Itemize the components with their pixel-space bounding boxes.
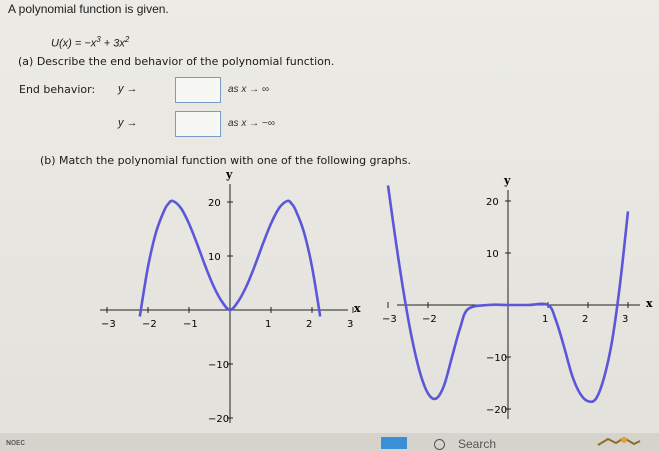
x-tick-label-1: 1 bbox=[265, 319, 272, 330]
x-tick-label-2: −2 bbox=[422, 314, 437, 325]
question-intro: A polynomial function is given. bbox=[8, 2, 169, 16]
y-tick-label-1: 20 bbox=[208, 198, 221, 209]
weather-widget-icon[interactable] bbox=[594, 435, 644, 449]
x-tick-label-1: −1 bbox=[183, 319, 198, 330]
x-tick-label-1: 3 bbox=[347, 319, 354, 330]
y-axis-label-2: y bbox=[504, 174, 511, 187]
answer-box-positive-infinity[interactable] bbox=[175, 77, 221, 103]
y-tick-label-2: −20 bbox=[486, 405, 508, 416]
exponent-3: 3 bbox=[96, 35, 101, 44]
taskview-icon[interactable] bbox=[381, 437, 407, 449]
taskbar-search[interactable] bbox=[418, 434, 568, 451]
graph-option-1[interactable] bbox=[96, 164, 366, 429]
graph-option-2[interactable] bbox=[382, 170, 658, 425]
y-tick-label-2: 10 bbox=[486, 249, 499, 260]
function-term-1: −x bbox=[84, 37, 97, 50]
x-tick-label-1: −3 bbox=[101, 319, 116, 330]
search-icon bbox=[434, 439, 445, 450]
function-term-2: + 3x bbox=[100, 37, 125, 50]
y-tick-label-1: 10 bbox=[208, 252, 221, 263]
x-tick-label-2: −3 bbox=[382, 314, 397, 325]
y-tick-label-2: 20 bbox=[486, 197, 499, 208]
x-tick-label-1: 2 bbox=[306, 319, 313, 330]
taskbar-left-text: ɴᴏᴇᴄ bbox=[6, 437, 25, 447]
y-tick-label-1: −10 bbox=[208, 360, 230, 371]
x-tick-label-2: 3 bbox=[622, 314, 629, 325]
function-equation bbox=[51, 35, 129, 50]
x-axis-label-1: x bbox=[354, 302, 361, 315]
part-a-prompt: (a) Describe the end behavior of the polynomial function. bbox=[18, 55, 335, 68]
exponent-2: 2 bbox=[124, 35, 130, 44]
search-label: Search bbox=[458, 437, 497, 451]
y-arrow-1: y → bbox=[118, 83, 138, 95]
x-axis-label-2: x bbox=[646, 297, 653, 310]
part-b-prompt: (b) Match the polynomial function with one of the following graphs. bbox=[40, 154, 411, 167]
x-tick-label-1: −2 bbox=[142, 319, 157, 330]
function-lhs: U(x) = bbox=[51, 37, 85, 50]
y-axis-label-1: y bbox=[226, 168, 233, 181]
y-tick-label-1: −20 bbox=[208, 414, 230, 425]
condition-x-to-neg-infinity: as x → −∞ bbox=[228, 118, 275, 129]
taskbar bbox=[0, 433, 659, 451]
y-arrow-2: y → bbox=[118, 117, 138, 129]
x-tick-label-2: 2 bbox=[582, 314, 589, 325]
end-behavior-label: End behavior: bbox=[19, 83, 96, 96]
x-tick-label-2: 1 bbox=[542, 314, 549, 325]
condition-x-to-infinity: as x → ∞ bbox=[228, 84, 270, 95]
y-tick-label-2: −10 bbox=[486, 353, 508, 364]
answer-box-negative-infinity[interactable] bbox=[175, 111, 221, 137]
